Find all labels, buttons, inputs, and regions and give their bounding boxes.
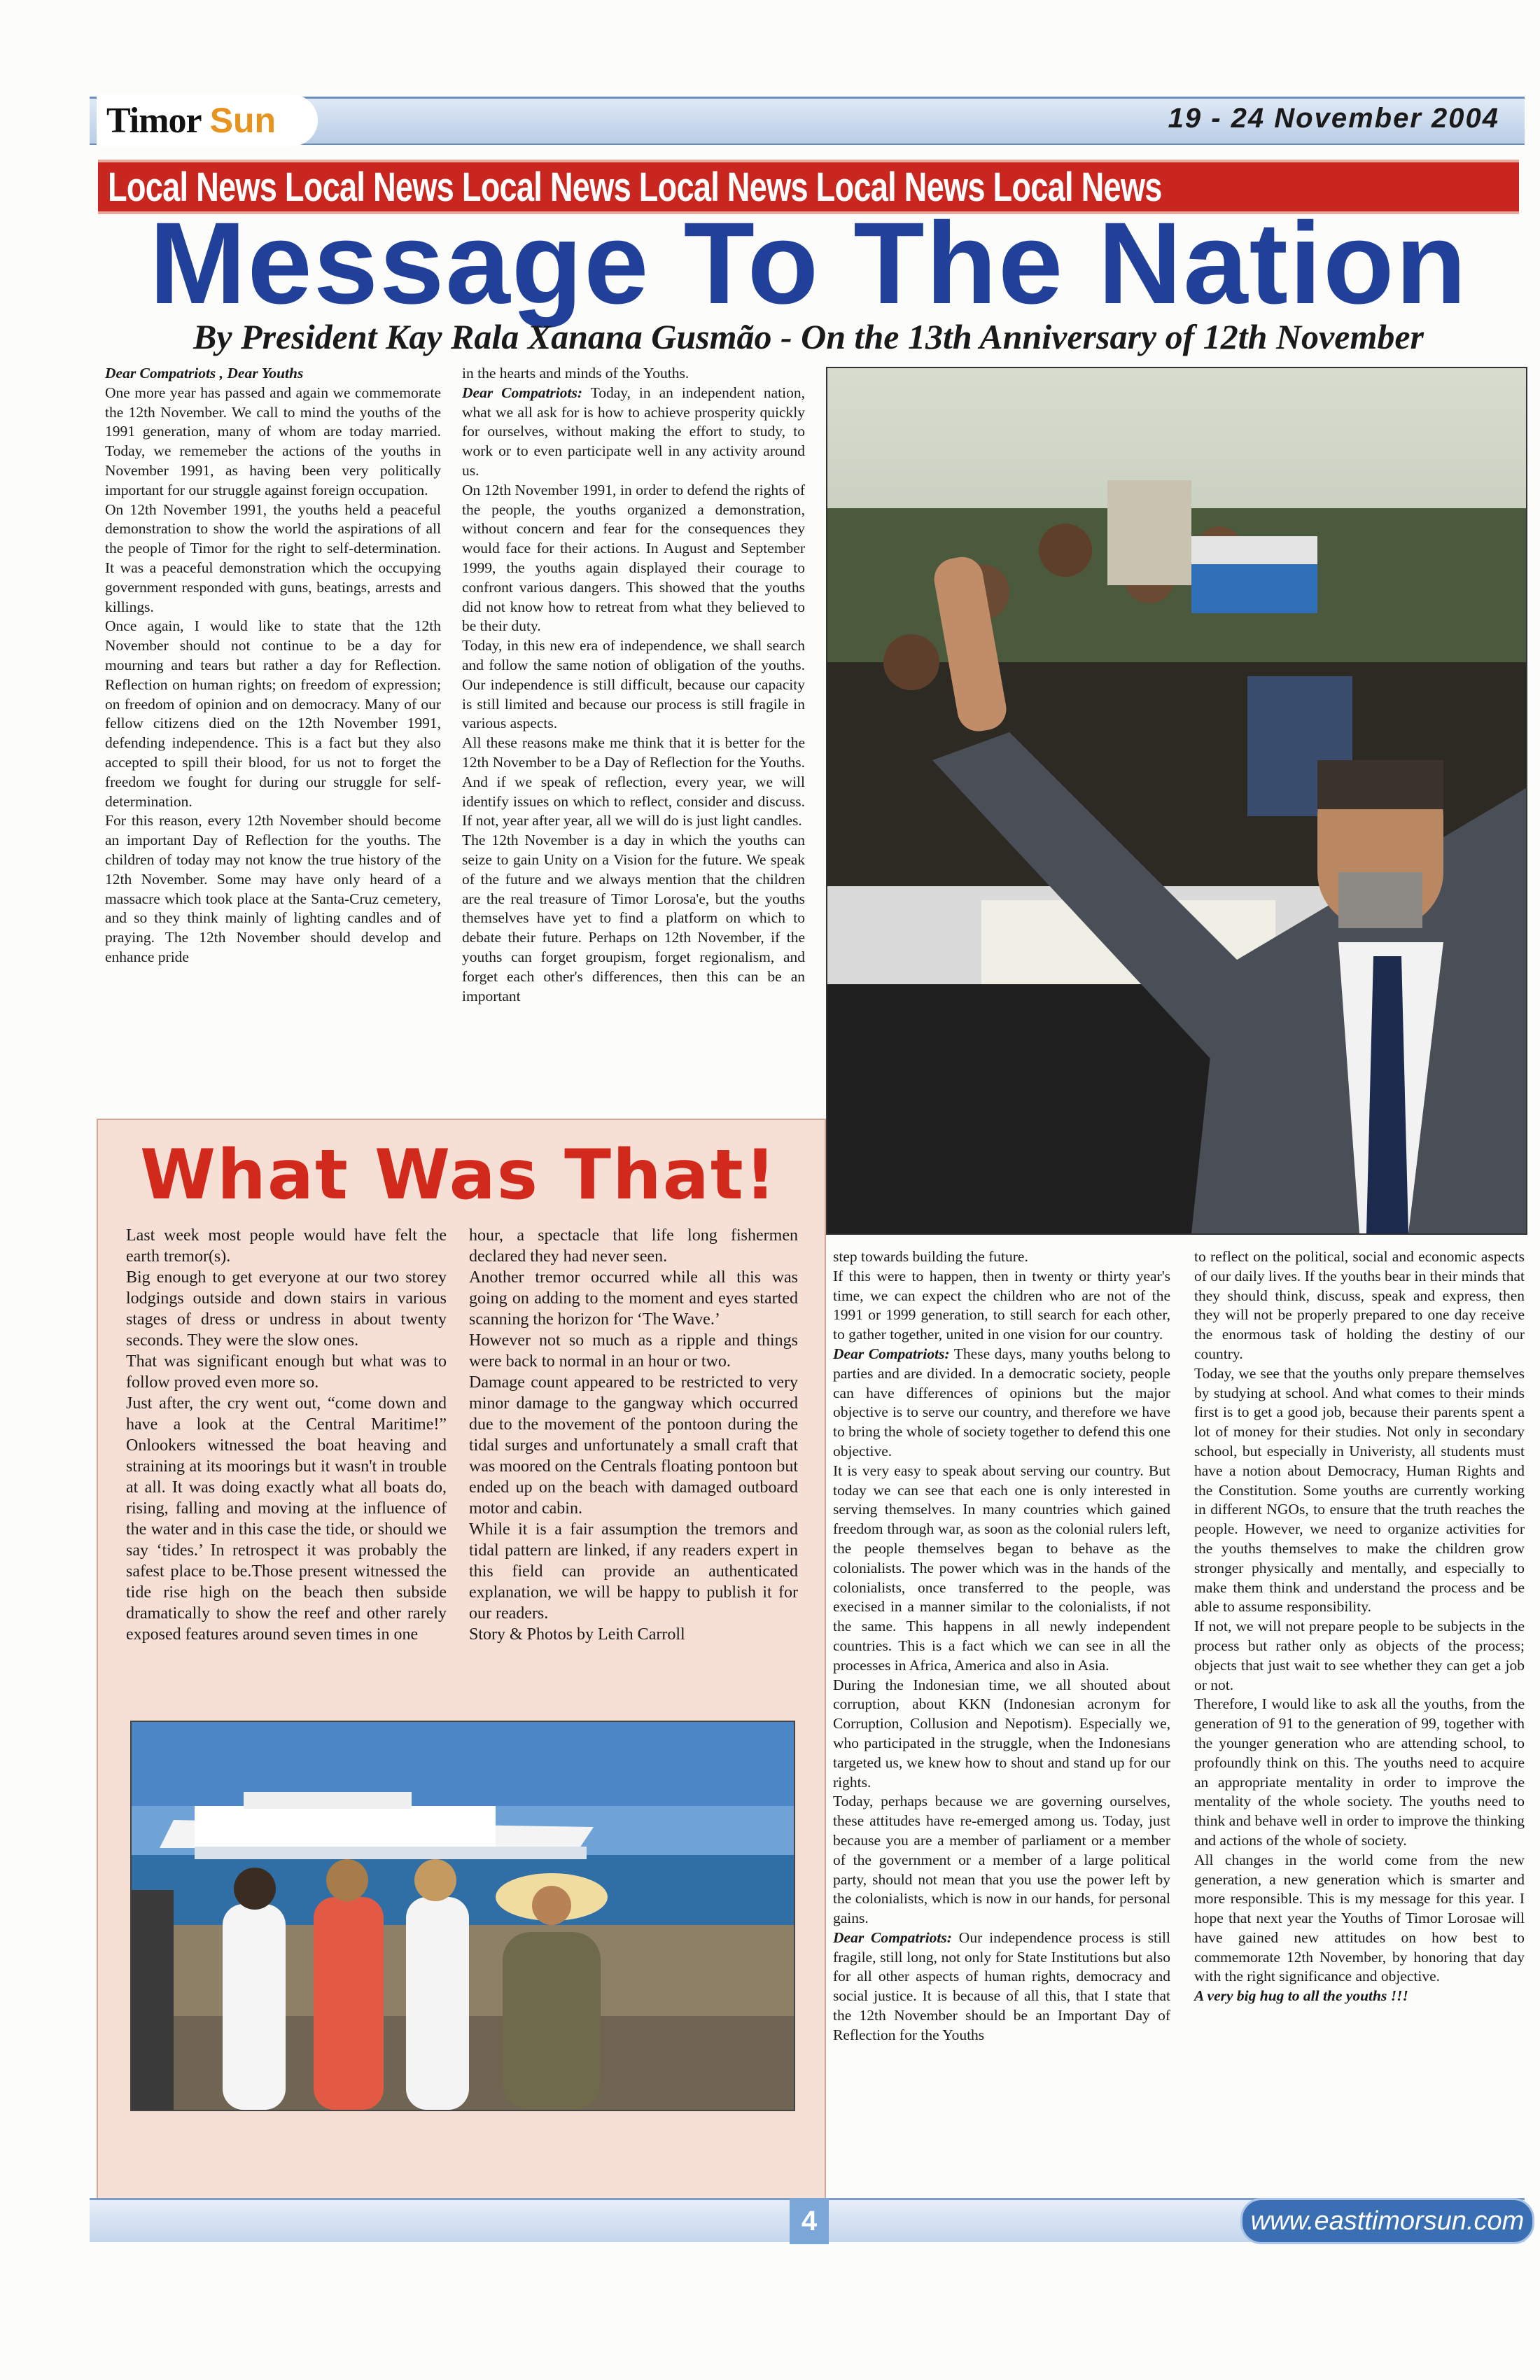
- sidebar-title: What Was That!: [140, 1135, 778, 1215]
- article-paragraph: Therefore, I would like to ask all the youths, from the generation of 91 to the generation of 99, together with the younger generation who are attending school, to profoundly think on this. The youths need to acquire an appropriate mentality in order to improve the mentality of the whole society. The youths need to think and behave well in order to improve the thinking and actions of the whole of society.: [1194, 1695, 1525, 1849]
- article-paragraph: step towards building the future.: [833, 1248, 1028, 1265]
- website-link[interactable]: www.easttimorsun.com: [1240, 2198, 1534, 2244]
- sidebar-paragraph: Just after, the cry went out, “come down and have a look at the Central Maritime!” Onlookers witnessed the boat heaving and straining at its moorings but it wasn't in trouble at all. It was doing exactly what all boats do, rising, falling and moving at the influence of the water and in this case the tide, or should we say ‘tides.’ In retrospect it was probably the safest place to be.Those present witnessed the tide rise high on the beach then subside dramatically to show the reef and other rarely exposed features around seven times in one: [126, 1394, 447, 1644]
- what-was-that-box: [97, 1119, 826, 2215]
- kicker-text: Local News Local News Local News Local News Local News Local News: [108, 164, 1162, 210]
- article-column-4: [1194, 1247, 1525, 2006]
- salutation: Dear Compatriots , Dear Youths: [105, 365, 304, 382]
- article-column-2: [462, 364, 805, 1006]
- sidebar-paragraph: However not so much as a ripple and things were back to normal in an hour or two.: [469, 1331, 798, 1371]
- logo-sun-text: Sun: [209, 101, 276, 140]
- sidebar-paragraph: Another tremor occurred while all this was going on adding to the moment and eyes started scanning the horizon for ‘The Wave.’: [469, 1268, 798, 1329]
- article-paragraph: Today, in this new era of independence, we shall search and follow the same notion of obligation of the youths. Our independence is still difficult, because our capacity is still limited and because our process is still fragile in various aspects.: [462, 637, 805, 732]
- article-paragraph: Dear Compatriots: These days, many youths belong to parties and are divided. In a democratic society, people can have differences of opinions but the major objective is to serve our country, and therefore we have to bring the whole of society together to defend this one objective.: [833, 1345, 1170, 1460]
- article-paragraph: All changes in the world come from the new generation, a new generation which is smarter and more responsible. This is my message for this year. I hope that next year the Youths of Timor Lorosae will have gained new attitudes on how best to commemorate 12th November, by honoring that day with the right significance and objective.: [1194, 1851, 1525, 1985]
- article-paragraph: On 12th November 1991, the youths held a peaceful demonstration to show the world the aspirations of all the people of Timor for the right to self-determination. It was a peaceful demonstration which the occupying government responded with guns, beatings, arrests and killings.: [105, 500, 441, 615]
- sidebar-paragraph: Damage count appeared to be restricted to very minor damage to the gangway which occurred due to the movement of the pontoon during the tidal surges and unfortunately a small craft that was moored on the Centrals floating pontoon but ended up on the beach with damaged outboard motor and cabin.: [469, 1373, 798, 1518]
- sidebar-paragraph: Last week most people would have felt the earth tremor(s).: [126, 1226, 447, 1266]
- president-crowd-photo: [826, 367, 1527, 1235]
- article-paragraph: Dear Compatriots: Today, in an independent nation, what we all ask for is how to achieve prosperity quickly for ourselves, without making the effort to study, to work or to even participate well in any activity around us.: [462, 384, 805, 479]
- article-paragraph: Dear Compatriots: Our independence process is still fragile, still long, not only for State Institutions but also for all other aspects of human rights, democracy and social justice. It is because of all this, that I state that the 12th November should be an Important Day of Reflection for the Youths: [833, 1928, 1170, 2043]
- article-column-3: [833, 1247, 1170, 2045]
- dear-compatriots-label: Dear Compatriots:: [833, 1928, 952, 1946]
- article-paragraph: All these reasons make me think that it is better for the 12th November to be a Day of Reflection for the Youths. And if we speak of reflection, every year, we will identify issues on which to reflect, consider and discuss. If not, year after year, all we will do is just light candles.: [462, 734, 805, 830]
- article-paragraph: The 12th November is a day in which the youths can seize to gain Unity on a Vision for the future. We speak of the future and we always mention that the children are the real treasure of Timor Lorosa'e, but the youths themselves have yet to find a platform on which to debate their future. Perhaps on 12th November, if the youths can forget groupism, forget regionalism, and forget each other's differences, then this can be an important: [462, 832, 805, 1004]
- article-paragraph: If this were to happen, then in twenty or thirty year's time, we can expect the children who are not of the 1991 or 1999 generation, to still search for each other, to gather together, united in one vision for our country.: [833, 1267, 1170, 1343]
- page-number: 4: [790, 2198, 829, 2244]
- headline: Message To The Nation: [149, 199, 1468, 328]
- dear-compatriots-label: Dear Compatriots:: [462, 384, 583, 401]
- article-paragraph: Today, we see that the youths only prepare themselves by studying at school. And what comes to their minds first is to get a good job, because their parents spent a lot of money for their studies. Not only in secondary school, but especially in Univeristy, all students must have a notion about Democracy, Human Rights and the Constitution. Some youths are currently working in different NGOs, to ensure that the truth reaches the people. However, we need to organize activities for the youths themselves to make the children grow stronger physically and mentally, and especially to make them think and understand the process and be able to assume responsibility.: [1194, 1364, 1525, 1616]
- beach-ship-photo-graphic: [132, 1722, 794, 2110]
- byline: By President Kay Rala Xanana Gusmão - On the 13th Anniversary of 12th November: [193, 317, 1424, 356]
- article-paragraph: If not, we will not prepare people to be subjects in the process but rather only as objects of the process; objects that just wait to see whether they can get a job or not.: [1194, 1618, 1525, 1693]
- article-paragraph: Once again, I would like to state that the 12th November should not continue to be a day for mourning and tears but rather a day for Reflection. Reflection on human rights; on freedom of expression; on freedom of opinion and on democracy. Many of our fellow citizens died on the 12th November 1991, defending independence. This is a fact but they also accepted to spill their blood, for us not to forget the freedom we fought for during our struggle for self-determination.: [105, 617, 441, 810]
- article-paragraph: During the Indonesian time, we all shouted about corruption, about KKN (Indonesian acronym for Corruption, Collusion and Nepotism). Especially we, who participated in the struggle, when the Indonesians targeted us, we knew how to shout and stand up for our rights.: [833, 1676, 1170, 1791]
- article-paragraph: to reflect on the political, social and economic aspects of our daily lives. If the youths bear in their minds that they should think, discuss, speak and express, then they will not be properly prepared to one day receive the enormous task of holding the destiny of our country.: [1194, 1248, 1525, 1362]
- issue-date: 19 - 24 November 2004: [1168, 103, 1499, 134]
- photo-credit: Story & Photos by Leith Carroll: [469, 1625, 685, 1644]
- article-paragraph: For this reason, every 12th November should become an important Day of Reflection for the youths. The children of today may not know the true history of the 12th November. Some may have only heard of a massacre which took place at the Santa-Cruz cemetery, and so they think mainly of lighting candles and of praying. The 12th November should develop and enhance pride: [105, 812, 441, 965]
- sidebar-paragraph: While it is a fair assumption the tremors and tidal pattern are linked, if any readers expert in this field can provide an authenticated explanation, we will be happy to publish it for our readers.: [469, 1520, 798, 1623]
- article-paragraph: Today, perhaps because we are governing ourselves, these attitudes have re-emerged among us. Today, just because you are a member of parliament or a member of the government or a member of a large political party, should not mean that you use the power left by the colonialists, which is now in our hands, for personal gains.: [833, 1793, 1170, 1927]
- article-paragraph: On 12th November 1991, in order to defend the rights of the people, the youths organized a demonstration, without concern and fear for the consequences they would face for their actions. In August and September 1999, the youths again displayed their courage to confront various dangers. This showed that the youths did not know how to retreat from what they believed to be their duty.: [462, 481, 805, 635]
- closing-line: A very big hug to all the youths !!!: [1194, 1987, 1408, 2005]
- masthead-bar: [90, 97, 1525, 145]
- president-crowd-photo-graphic: [827, 368, 1526, 1233]
- logo-timor-text: Timor: [106, 100, 202, 141]
- sidebar-column-1: [126, 1225, 447, 1645]
- article-paragraph: One more year has passed and again we commemorate the 12th November. We call to mind the youths of the 1991 generation, many of whom are today married. Today, we rememeber the actions of the youths in November 1991, as having been very politically important for our struggle against foreign occupation.: [105, 384, 441, 498]
- beach-ship-photo: [130, 1721, 795, 2111]
- timor-sun-logo: [97, 94, 318, 146]
- article-paragraph: It is very easy to speak about serving our country. But today we can see that each one is only interested in serving themselves. In many countries which gained freedom through war, as soon as the colonial rulers left, the people themselves began to behave as the colonialists. The power which was in the hands of the colonialists, once transferred to the people, was execised in a manner similar to the colonialists, if not the same. This happens in all newly independent countries. This is a fact which we can see in all the processes in Africa, America and also in Asia.: [833, 1462, 1170, 1674]
- article-column-1: [105, 364, 441, 967]
- sidebar-column-2: [469, 1225, 798, 1645]
- dear-compatriots-label: Dear Compatriots:: [833, 1345, 950, 1362]
- sidebar-paragraph: Big enough to get everyone at our two storey lodgings outside and down stairs in various stages of dress or undress in about twenty seconds. They were the slow ones.: [126, 1268, 447, 1350]
- sidebar-paragraph: hour, a spectacle that life long fishermen declared they had never seen.: [469, 1226, 798, 1266]
- article-paragraph: in the hearts and minds of the Youths.: [462, 365, 690, 382]
- sidebar-paragraph: That was significant enough but what was to follow proved even more so.: [126, 1352, 447, 1392]
